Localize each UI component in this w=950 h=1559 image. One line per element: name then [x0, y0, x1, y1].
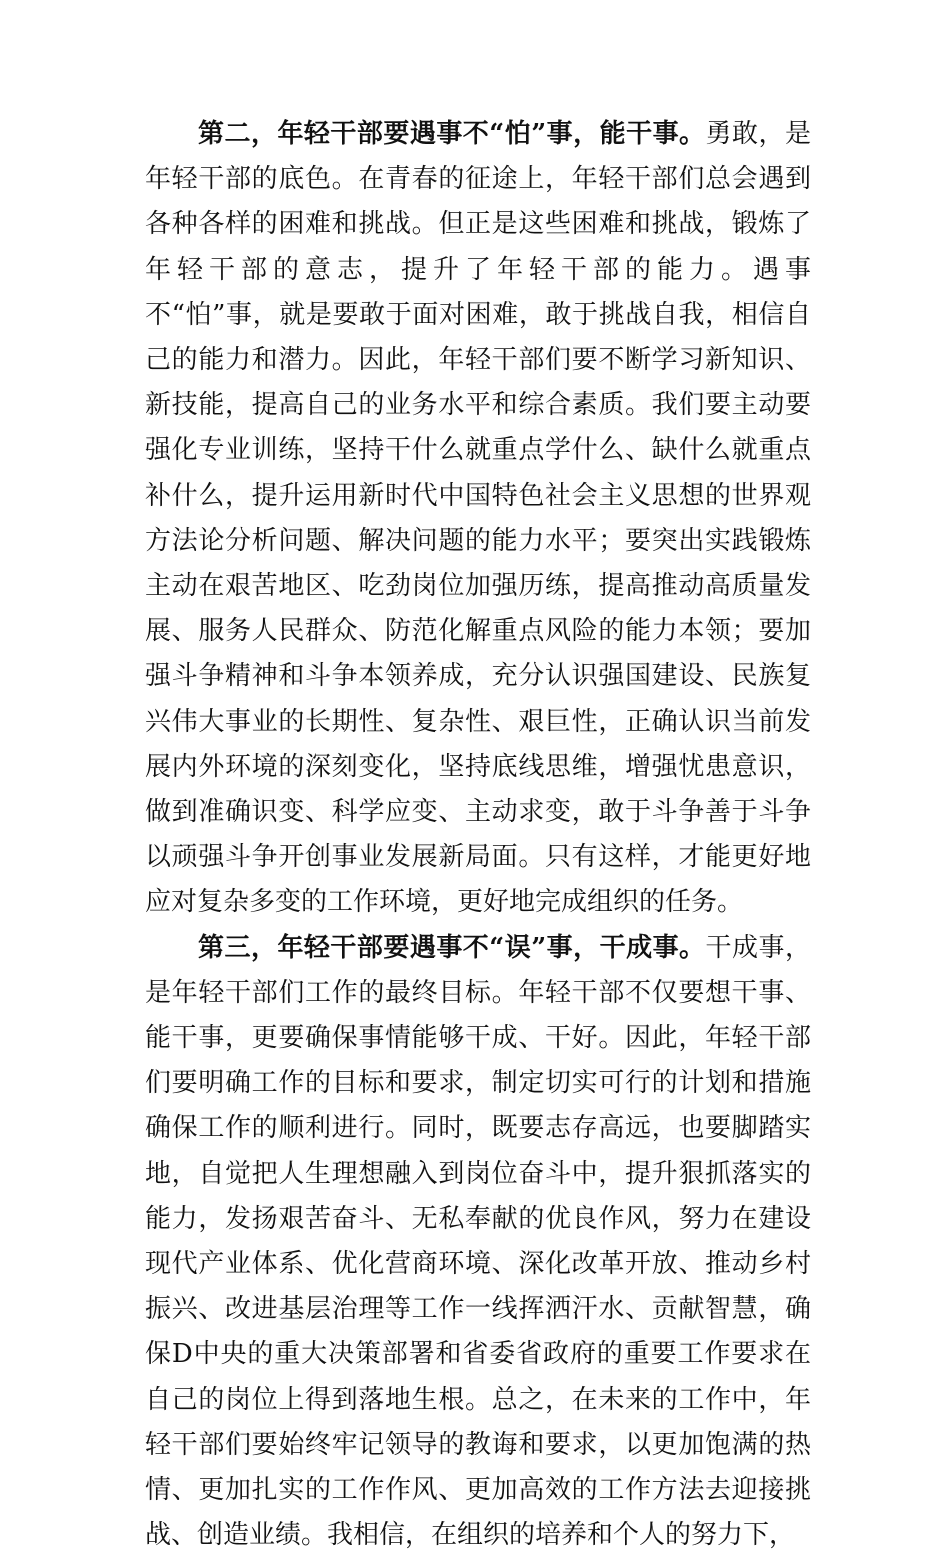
paragraph-body-text: 勇敢，是年轻干部的底色。在青春的征途上，年轻干部们总会遇到各种各样的困难和挑战。但正是这些困难和挑战，锻炼了年轻干部的意志，提升了年轻干部的能力。遇事不“怕”事，就是要敢于面对困难，敢于挑战自我，相信自己的能力和潜力。因此，年轻干部们要不断学习新知识、新技能，提高自己的业务水平和综合素质。我们要主动要强化专业训练，坚持干什么就重点学什么、缺什么就重点补什么，提升运用新时代中国特色社会主义思想的世界观方法论分析问题、解决问题的能力水平；要突出实践锻炼主动在艰苦地区、吃劲岗位加强历练，提高推动高质量发展、服务人民群众、防范化解重点风险的能力本领；要加强斗争精神和斗争本领养成，充分认识强国建设、民族复兴伟大事业的长期性、复杂性、艰巨性，正确认识当前发展内外环境的深刻变化，坚持底线思维，增强忧患意识，做到准确识变、科学应变、主动求变，敢于斗争善于斗争以顽强斗争开创事业发展新局面。只有这样，才能更好地应对复杂多变的工作环境，更好地完成组织的任务。	[145, 119, 811, 918]
paragraph-body-text: 干成事，是年轻干部们工作的最终目标。年轻干部不仅要想干事、能干事，更要确保事情能够干成、干好。因此，年轻干部们要明确工作的目标和要求，制定切实可行的计划和措施确保工作的顺利进行。同时，既要志存高远，也要脚踏实地，自觉把人生理想融入到岗位奋斗中，提升狠抓落实的能力，发扬艰苦奋斗、无私奉献的优良作风，努力在建设现代产业体系、优化营商环境、深化改革开放、推动乡村振兴、改进基层治理等工作一线挥洒汗水、贡献智慧，确保D中央的重大决策部署和省委省政府的重要工作要求在自己的岗位上得到落地生根。总之，在未来的工作中，年轻干部们要始终牢记领导的教诲和要求，以更加饱满的热情、更加扎实的工作作风、更加高效的工作方法去迎接挑战、创造业绩。我相信，在组织的培养和个人的努力下，	[145, 932, 811, 1551]
paragraph-lead-heading: 第三，年轻干部要遇事不“误”事，干成事。	[198, 932, 706, 963]
paragraph-second-point	[145, 112, 811, 926]
paragraph-lead-heading: 第二，年轻干部要遇事不“怕”事，能干事。	[198, 119, 706, 149]
document-body	[145, 112, 811, 1559]
paragraph-third-point	[145, 926, 811, 1559]
